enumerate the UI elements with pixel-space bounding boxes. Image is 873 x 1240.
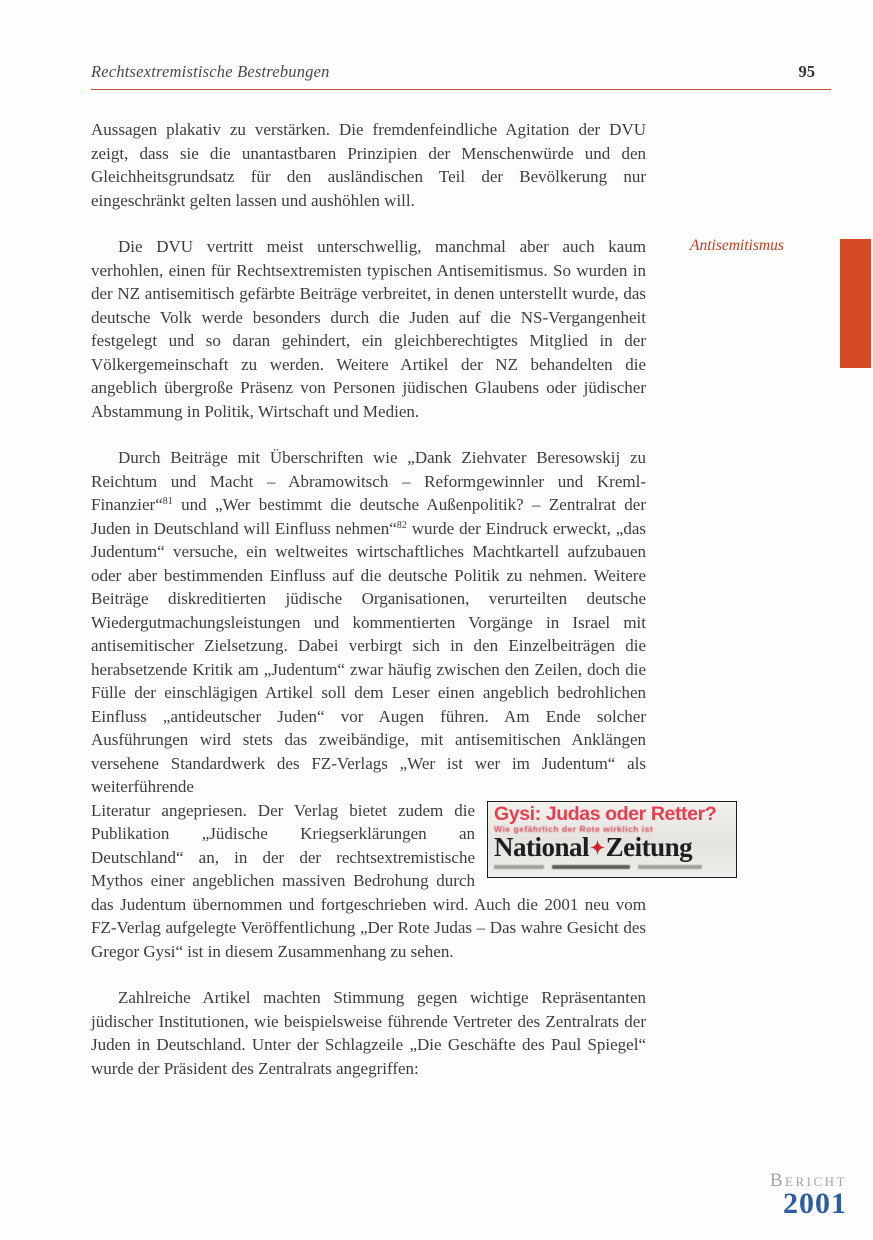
masthead-word-national: National (494, 831, 590, 862)
clipping-fineprint (494, 865, 731, 869)
paragraph-3-text-a: Durch Beiträge mit Überschriften wie „Dank Ziehvater Beresowskij zu Reichtum und Macht – Abramowitsch – Reformgewinnler und Kreml-Finanzier“ (91, 448, 646, 514)
report-logo-year: 2001 (783, 1187, 847, 1220)
paragraph-1: Aussagen plakativ zu verstärken. Die fremdenfeindliche Agitation der DVU zeigt, dass sie die unantastbaren Prinzipien der Menschenwürde und den Gleichheitsgrundsatz für den ausländischen Teil der Bevölkerung nur eingeschränkt gelten lassen und aushöhlen will. (91, 120, 646, 210)
paragraph-3-text-d: Literatur angepriesen. Der Verlag bietet zudem die Publikation „Jüdische Kriegserklärungen an Deutschland“ an, in der der rechtsextremistische Mythos einer angeblichen massiven Bedrohung durch das Judentum übernommen und fortgeschrieben wird. Auch die 2001 neu vom FZ-Verlag aufgelegte Veröffentlichung „Der Rote Judas – Das wahre Gesicht des Gregor Gysi“ ist in diesem Zusammenhang zu sehen. (91, 800, 646, 961)
margin-note-antisemitismus: Antisemitismus (690, 237, 784, 254)
clipping-headline: Gysi: Judas oder Retter? (494, 802, 717, 825)
footnote-reference-81: 81 (162, 496, 173, 507)
diamond-icon: ✦ (590, 837, 605, 858)
paragraph-3-text-b: und „Wer bestimmt die deutsche Außenpolitik? – Zentralrat der Juden in Deutschland will Einfluss nehmen“ (91, 495, 646, 538)
report-logo-word: Bericht (769, 1170, 847, 1191)
paragraph-3 (91, 446, 646, 799)
chapter-tab-marker (840, 239, 871, 368)
paragraph-3-continued (91, 799, 717, 964)
page-number: 95 (798, 62, 815, 81)
body-text-column (91, 118, 717, 1103)
paragraph-2: Die DVU vertritt meist unterschwellig, manchmal aber auch kaum verhohlen, einen für Rechtsextremisten typischen Antisemitismus. So wurden in der NZ antisemitisch gefärbte Beiträge verbreitet, in denen unterstellt wurde, das deutsche Volk werde besonders durch die Juden auf die NS-Vergangenheit festgelegt und so daran gehindert, ein gleichberechtigtes Mitglied in der Völkergemeinschaft zu werden. Weitere Artikel der NZ behandelten die angeblich übergroße Präsenz von Personen jüdischen Glaubens oder jüdischer Abstammung in Politik, Wirtschaft und Medien. (91, 237, 646, 421)
newspaper-masthead (494, 831, 731, 862)
paragraph-4: Zahlreiche Artikel machten Stimmung gegen wichtige Repräsentanten jüdischer Institutionen, wie beispielsweise führende Vertreter des Zentralrats der Juden in Deutschland. Unter der Schlagzeile „Die Geschäfte des Paul Spiegel“ wurde der Präsident des Zentralrats angegriffen: (91, 988, 646, 1078)
section-title: Rechtsextremistische Bestrebungen (91, 62, 330, 81)
newspaper-clipping (487, 801, 737, 878)
footnote-reference-82: 82 (396, 519, 407, 531)
paragraph-3-text-c: wurde der Eindruck erweckt, „das Judentum“ versuche, ein weltweites wirtschaftliches Machtkartell aufzubauen oder aber bestimmenden Einfluss auf die deutsche Politik zu nehmen. Weitere Beiträge diskreditierten jüdische Organisationen, verurteilten deutsche Wiedergutmachungsleistungen und kommentierten Vorgänge in Israel mit antisemitischer Zielsetzung. Dabei verbirgt sich in den Einzelbeiträgen die herabsetzende Kritik am „Judentum“ zwar häufig zwischen den Zeilen, doch die Fülle der einschlägigen Artikel soll dem Leser einen angeblich bedrohlichen Einfluss „antideutscher Juden“ vor Augen führen. Am Ende solcher Ausführungen wird stets das zweibändige, mit antisemitischen Anklängen versehene Standardwerk des FZ-Verlags „Wer ist wer im Judentum“ als weiterführende (91, 518, 646, 796)
page-header (91, 62, 831, 90)
clipping-subline: Wie gefährlich der Rote wirklich ist (494, 823, 654, 834)
report-logo (770, 1172, 847, 1218)
masthead-word-zeitung: Zeitung (605, 831, 693, 862)
